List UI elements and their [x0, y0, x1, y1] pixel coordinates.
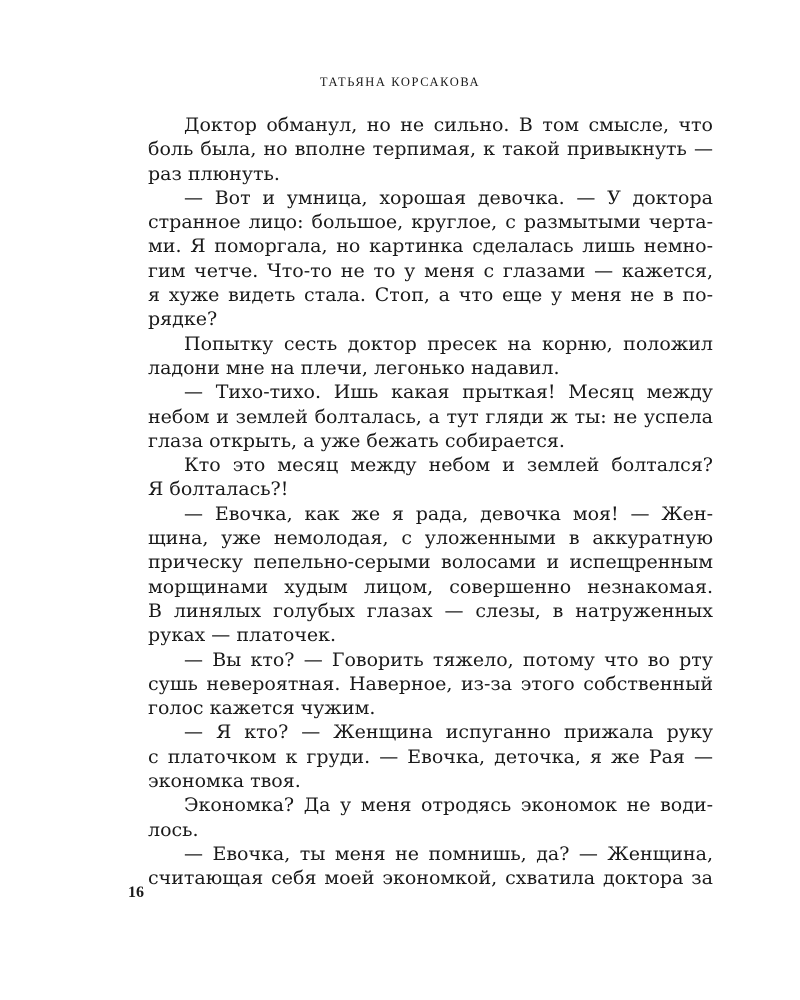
text-line: щина, уже немолодая, с уложенными в аккуратную [148, 527, 713, 550]
running-head: ТАТЬЯНА КОРСАКОВА [319, 75, 481, 89]
text-line: — Вы кто? — Говорить тяжело, потому что во рту [184, 648, 713, 671]
text-line: я хуже видеть стала. Стоп, а что еще у меня не в по- [148, 284, 713, 307]
text-line: сушь невероятная. Наверное, из-за этого собственный [148, 672, 713, 695]
text-line: прическу пепельно-серыми волосами и испещренным [148, 551, 713, 574]
text-line: — Я кто? — Женщина испуганно прижала руку [184, 721, 713, 744]
text-line: считающая себя моей экономкой, схватила доктора за [148, 867, 713, 890]
text-line: руках — платочек. [148, 624, 337, 647]
page-number: 16 [128, 884, 144, 901]
text-line: лось. [148, 818, 199, 841]
text-line: боль была, но вполне терпимая, к такой привыкнуть — [148, 138, 713, 161]
text-line: — Вот и умница, хорошая девочка. — У доктора [184, 186, 713, 209]
text-line: Экономка? Да у меня отродясь экономок не води- [184, 794, 713, 817]
text-line: рядке? [148, 308, 218, 331]
text-line: Кто это месяц между небом и землей болтался? [184, 454, 713, 477]
text-line: Доктор обманул, но не сильно. В том смысле, что [184, 114, 713, 136]
text-line: — Тихо-тихо. Ишь какая прыткая! Месяц между [184, 381, 713, 404]
text-line: Я болталась?! [148, 478, 289, 501]
text-line: небом и землей болталась, а тут гляди ж ты: не успела [148, 405, 713, 428]
text-line: раз плюнуть. [148, 162, 280, 185]
text-line: глаза открыть, а уже бежать собирается. [148, 429, 565, 452]
text-line: гим четче. Что-то не то у меня с глазами — кажется, [148, 259, 713, 282]
text-line: голос кажется чужим. [148, 697, 376, 720]
text-line: Попытку сесть доктор пресек на корню, положил [184, 332, 713, 355]
text-line: В линялых голубых глазах — слезы, в натруженных [148, 599, 713, 622]
text-line: морщинами худым лицом, совершенно незнакомая. [148, 575, 713, 598]
text-line: с платочком к груди. — Евочка, деточка, я же Рая — [148, 745, 713, 768]
text-line: ми. Я поморгала, но картинка сделалась лишь немно- [148, 235, 713, 258]
text-line: ладони мне на плечи, легонько надавил. [148, 356, 560, 379]
text-line: — Евочка, как же я рада, девочка моя! — Жен- [184, 502, 713, 525]
text-line: — Евочка, ты меня не помнишь, да? — Женщина, [184, 842, 713, 865]
text-line: экономка твоя. [148, 770, 301, 793]
text-line: странное лицо: большое, круглое, с размытыми черта- [148, 211, 713, 234]
text-block [148, 113, 713, 891]
